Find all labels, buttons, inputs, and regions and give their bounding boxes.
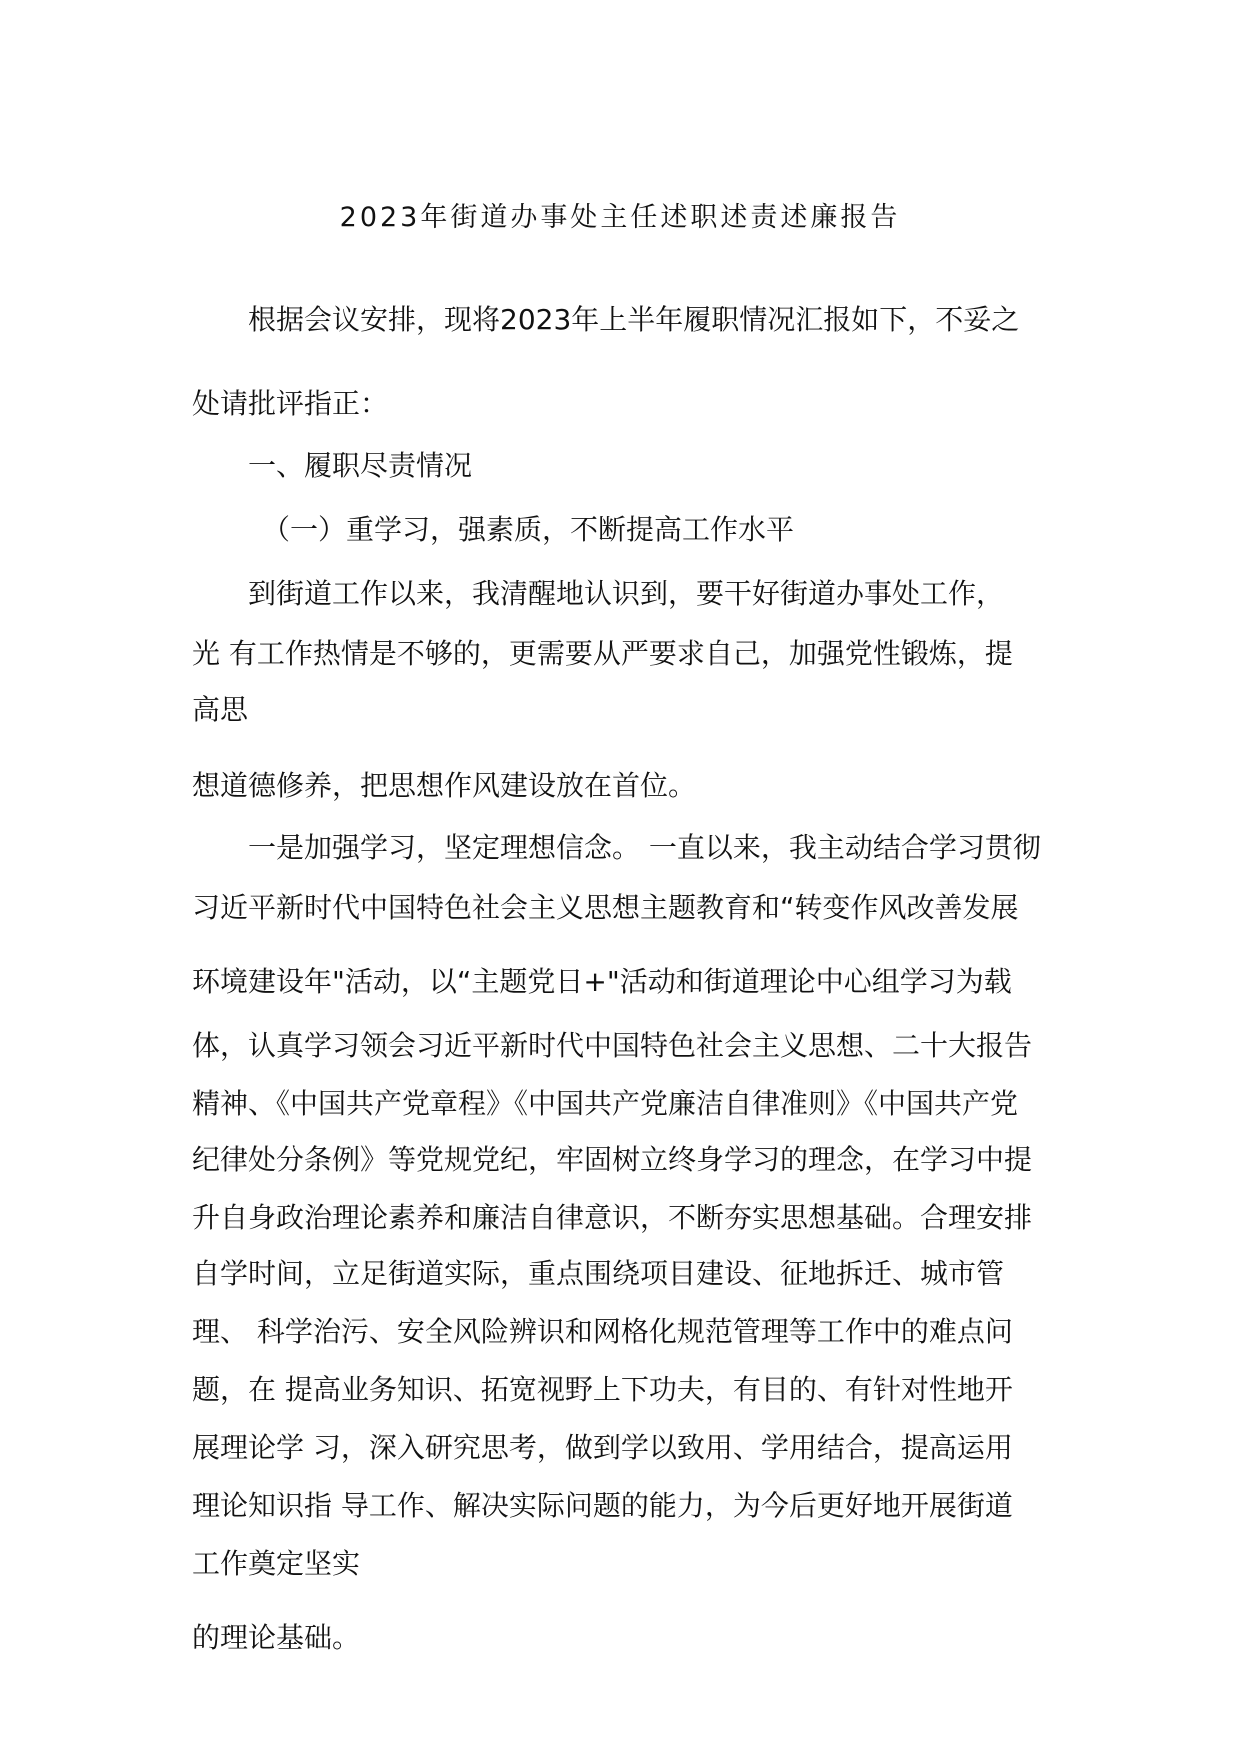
paragraph-line: 升自身政治理论素养和廉洁自律意识，不断夯实思想基础。合理安排 — [192, 1201, 1033, 1234]
paragraph-line: 展理论学 习，深入研究思考，做到学以致用、学用结合，提高运用 — [192, 1431, 1013, 1464]
paragraph-line: 体，认真学习领会习近平新时代中国特色社会主义思想、二十大报告 — [192, 1029, 1033, 1062]
paragraph-line: 到街道工作以来，我清醒地认识到，要干好街道办事处工作， — [248, 577, 1005, 610]
paragraph-line: 想道德修养，把思想作风建设放在首位。 — [192, 769, 697, 802]
section-heading: 一、履职尽责情况 — [248, 449, 473, 482]
paragraph-line: 处请批评指正： — [192, 387, 389, 420]
paragraph-line: 根据会议安排，现将2023年上半年履职情况汇报如下，不妥之 — [248, 303, 1020, 336]
subsection-heading: （一）重学习，强素质，不断提高工作水平 — [262, 513, 795, 546]
paragraph-line: 精神、《中国共产党章程》《中国共产党廉洁自律准则》《中国共产党 — [192, 1087, 1019, 1120]
paragraph-line: 高思 — [192, 693, 249, 726]
paragraph-line: 理论知识指 导工作、解决实际问题的能力，为今后更好地开展街道 — [192, 1489, 1013, 1522]
paragraph-line: 纪律处分条例》等党规党纪，牢固树立终身学习的理念，在学习中提 — [192, 1143, 1033, 1176]
paragraph-line: 理、 科学治污、安全风险辨识和网格化规范管理等工作中的难点问 — [192, 1315, 1013, 1348]
paragraph-line: 一是加强学习，坚定理想信念。 一直以来，我主动结合学习贯彻 — [248, 831, 1041, 864]
paragraph-line: 习近平新时代中国特色社会主义思想主题教育和“转变作风改善发展 — [192, 891, 1019, 924]
paragraph-line: 自学时间，立足街道实际，重点围绕项目建设、征地拆迁、城市管 — [192, 1257, 1005, 1290]
paragraph-line: 题，在 提高业务知识、拓宽视野上下功夫，有目的、有针对性地开 — [192, 1373, 1013, 1406]
paragraph-line: 的理论基础。 — [192, 1621, 361, 1654]
paragraph-line: 环境建设年"活动，以“主题党日+"活动和街道理论中心组学习为载 — [192, 965, 1012, 998]
paragraph-line: 工作奠定坚实 — [192, 1547, 361, 1580]
document-title: 2023年街道办事处主任述职述责述廉报告 — [339, 202, 901, 233]
paragraph-line: 光 有工作热情是不够的，更需要从严要求自己，加强党性锻炼，提 — [192, 637, 1013, 670]
